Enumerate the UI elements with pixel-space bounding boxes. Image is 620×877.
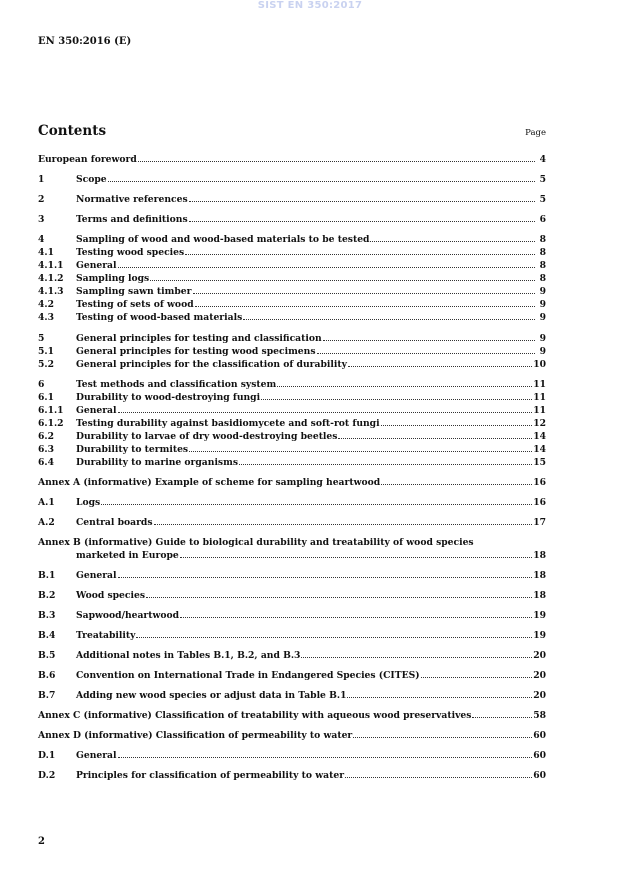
toc-number: A.1 [38,497,55,509]
toc-entry[interactable] [38,193,546,206]
toc-title: Treatability [76,630,136,642]
toc-entry[interactable] [38,417,546,430]
leader-dots [189,201,535,202]
toc-title: Annex C (informative) Classification of treatability with aqueous wood preservatives [38,710,472,722]
leader-dots [193,293,536,294]
toc-page: 18 [533,550,546,562]
leader-dots [381,484,532,485]
toc-number: 4.1.3 [38,286,64,298]
toc-title: Testing of wood-based materials [76,312,243,324]
toc-page: 18 [533,590,546,602]
toc-number: A.2 [38,517,55,529]
toc-number: 4.2 [38,299,54,311]
toc-page: 4 [539,154,546,165]
toc-page: 60 [533,750,546,762]
toc-entry[interactable] [38,378,546,391]
toc-entry[interactable] [38,589,546,602]
toc-page: 8 [539,273,546,285]
watermark: SIST EN 350:2017 [257,0,363,11]
toc-page: 9 [539,299,546,311]
toc-number: B.1 [38,570,56,582]
leader-dots [146,597,532,598]
toc-page: 19 [533,630,546,642]
toc-page: 11 [533,404,546,416]
leader-dots [323,340,535,341]
toc-entry[interactable] [38,496,546,509]
leader-dots [243,319,535,320]
toc-title: Annex B (informative) Guide to biological durability and treatability of wood species [38,537,474,549]
toc-entry[interactable] [38,689,546,702]
toc-number: 4.1 [38,247,54,258]
toc-entry[interactable] [38,391,546,404]
toc-title: Durability to larvae of dry wood-destroying beetles [76,431,338,443]
toc-entry[interactable] [38,272,546,285]
toc-page: 16 [533,477,546,489]
toc-title: Sapwood/heartwood [76,610,180,622]
toc-page: 10 [533,358,546,370]
toc-number: 6 [38,378,45,390]
toc-title: Durability to marine organisms [76,457,238,469]
toc-entry[interactable] [38,298,546,311]
leader-dots [348,366,532,367]
toc-page: 17 [533,517,546,529]
toc-page: 18 [533,570,546,582]
leader-dots [347,697,532,698]
toc-title: Principles for classification of permeability to water [76,770,345,782]
toc-page: 12 [533,417,546,429]
toc-page: 60 [533,770,546,782]
toc-entry[interactable] [38,749,546,762]
toc-title: Sampling of wood and wood-based materials to be tested [76,234,370,245]
toc-title: Scope [76,174,107,185]
toc-number: 4.3 [38,312,54,324]
page-number: 2 [38,836,45,847]
leader-dots [239,464,532,465]
toc-entry[interactable] [38,609,546,622]
toc-number: 4.1.1 [38,260,64,272]
toc-entry[interactable] [38,311,546,324]
toc-entry[interactable] [38,669,546,682]
toc-entry[interactable] [38,213,546,226]
toc-number: 4.1.2 [38,273,64,285]
toc-title: Additional notes in Tables B.1, B.2, and B.3 [76,650,301,662]
toc-page: 6 [539,214,546,225]
page-column-label: Page [525,128,546,138]
toc-title: General [76,570,117,582]
toc-entry[interactable] [38,153,546,166]
toc-number: 2 [38,194,45,205]
toc-number: 6.1.2 [38,417,64,429]
contents-title: Contents [38,123,107,139]
leader-dots [338,438,532,439]
leader-dots [154,524,533,525]
leader-dots [381,425,533,426]
leader-dots [138,161,535,162]
toc-page: 8 [539,234,546,245]
toc-entry[interactable] [38,443,546,456]
toc-title: European foreword [38,154,137,165]
toc-entry[interactable] [38,358,546,371]
leader-dots [421,677,533,678]
document-id: EN 350:2016 (E) [38,36,132,47]
toc-title: Annex A (informative) Example of scheme for sampling heartwood [38,477,381,489]
toc-title: General principles for the classification of durability [76,358,347,370]
leader-dots [108,181,535,182]
toc-title: Testing of sets of wood [76,299,194,311]
toc-entry[interactable] [38,456,546,469]
toc-entry[interactable] [38,246,546,259]
leader-dots [472,717,532,718]
toc-entry-annex[interactable] [38,709,546,722]
toc-entry[interactable] [38,404,546,417]
leader-dots [345,777,532,778]
toc-page: 8 [539,260,546,272]
toc-title: Wood species [76,590,145,602]
table-of-contents [38,153,546,782]
toc-entry[interactable] [38,259,546,272]
toc-title: Terms and definitions [76,214,188,225]
toc-title: Durability to termites [76,444,189,456]
leader-dots [189,221,535,222]
toc-page: 16 [533,497,546,509]
toc-title: General principles for testing and classification [76,332,322,344]
leader-dots [118,757,533,758]
toc-title: Testing durability against basidiomycete and soft-rot fungi [76,417,380,429]
leader-dots [185,254,535,255]
toc-page: 9 [539,332,546,344]
toc-title: Adding new wood species or adjust data in Table B.1 [76,690,347,702]
toc-number: B.2 [38,590,56,602]
toc-page: 20 [533,670,546,682]
leader-dots [195,306,535,307]
toc-number: 5.2 [38,358,54,370]
toc-title: Sampling sawn timber [76,286,192,298]
toc-entry-annex[interactable] [38,729,546,742]
toc-page: 15 [533,457,546,469]
toc-number: D.1 [38,750,56,762]
toc-title: General [76,260,117,272]
toc-page: 19 [533,610,546,622]
leader-dots [353,737,532,738]
toc-title: Testing wood species [76,247,185,258]
toc-title: Convention on International Trade in Endangered Species (CITES) [76,670,420,682]
leader-dots [118,412,533,413]
toc-number: B.6 [38,670,56,682]
toc-page: 60 [533,730,546,742]
toc-page: 20 [533,650,546,662]
toc-number: 6.1 [38,391,54,403]
toc-title: General [76,404,117,416]
leader-dots [101,504,532,505]
toc-page: 58 [533,710,546,722]
leader-dots [180,557,532,558]
toc-number: B.3 [38,610,56,622]
toc-page: 14 [533,444,546,456]
leader-dots [180,617,532,618]
toc-entry[interactable] [38,629,546,642]
toc-entry[interactable] [38,569,546,582]
toc-page: 9 [539,312,546,324]
toc-title: General principles for testing wood specimens [76,345,316,357]
toc-title: Normative references [76,194,188,205]
toc-number: B.5 [38,650,56,662]
leader-dots [370,241,535,242]
toc-title: Durability to wood-destroying fungi [76,391,261,403]
toc-title: Annex D (informative) Classification of permeability to water [38,730,353,742]
leader-dots [118,577,533,578]
toc-page: 14 [533,431,546,443]
leader-dots [317,353,536,354]
toc-entry[interactable] [38,332,546,345]
toc-number: D.2 [38,770,56,782]
toc-number: 6.4 [38,457,54,469]
toc-page: 9 [539,286,546,298]
toc-entry[interactable] [38,173,546,186]
toc-title: General [76,750,117,762]
toc-number: 5 [38,332,45,344]
toc-number: 3 [38,214,45,225]
toc-entry[interactable] [38,233,546,246]
toc-page: 11 [533,391,546,403]
toc-page: 5 [539,174,546,185]
toc-number: 6.2 [38,431,54,443]
toc-number: B.7 [38,690,56,702]
toc-number: B.4 [38,630,56,642]
toc-title: Central boards [76,517,153,529]
leader-dots [301,657,532,658]
toc-page: 9 [539,345,546,357]
leader-dots [277,386,532,387]
leader-dots [118,267,535,268]
toc-page: 8 [539,247,546,258]
toc-page: 11 [533,378,546,390]
toc-entry[interactable] [38,285,546,298]
toc-page: 5 [539,194,546,205]
toc-entry[interactable] [38,769,546,782]
toc-title: Test methods and classification system [76,378,277,390]
toc-number: 6.3 [38,444,54,456]
toc-number: 1 [38,174,45,185]
toc-number: 5.1 [38,345,54,357]
toc-entry[interactable] [38,649,546,662]
toc-page: 20 [533,690,546,702]
leader-dots [136,637,532,638]
toc-title: Logs [76,497,101,509]
toc-title: Sampling logs [76,273,150,285]
toc-number: 6.1.1 [38,404,64,416]
leader-dots [189,451,532,452]
leader-dots [261,399,532,400]
leader-dots [150,280,535,281]
toc-entry-annex[interactable] [38,536,546,562]
toc-title-continued: marketed in Europe [76,550,179,562]
toc-entry[interactable] [38,430,546,443]
toc-entry-annex[interactable] [38,476,546,489]
toc-number: 4 [38,234,45,245]
toc-entry[interactable] [38,516,546,529]
toc-entry[interactable] [38,345,546,358]
